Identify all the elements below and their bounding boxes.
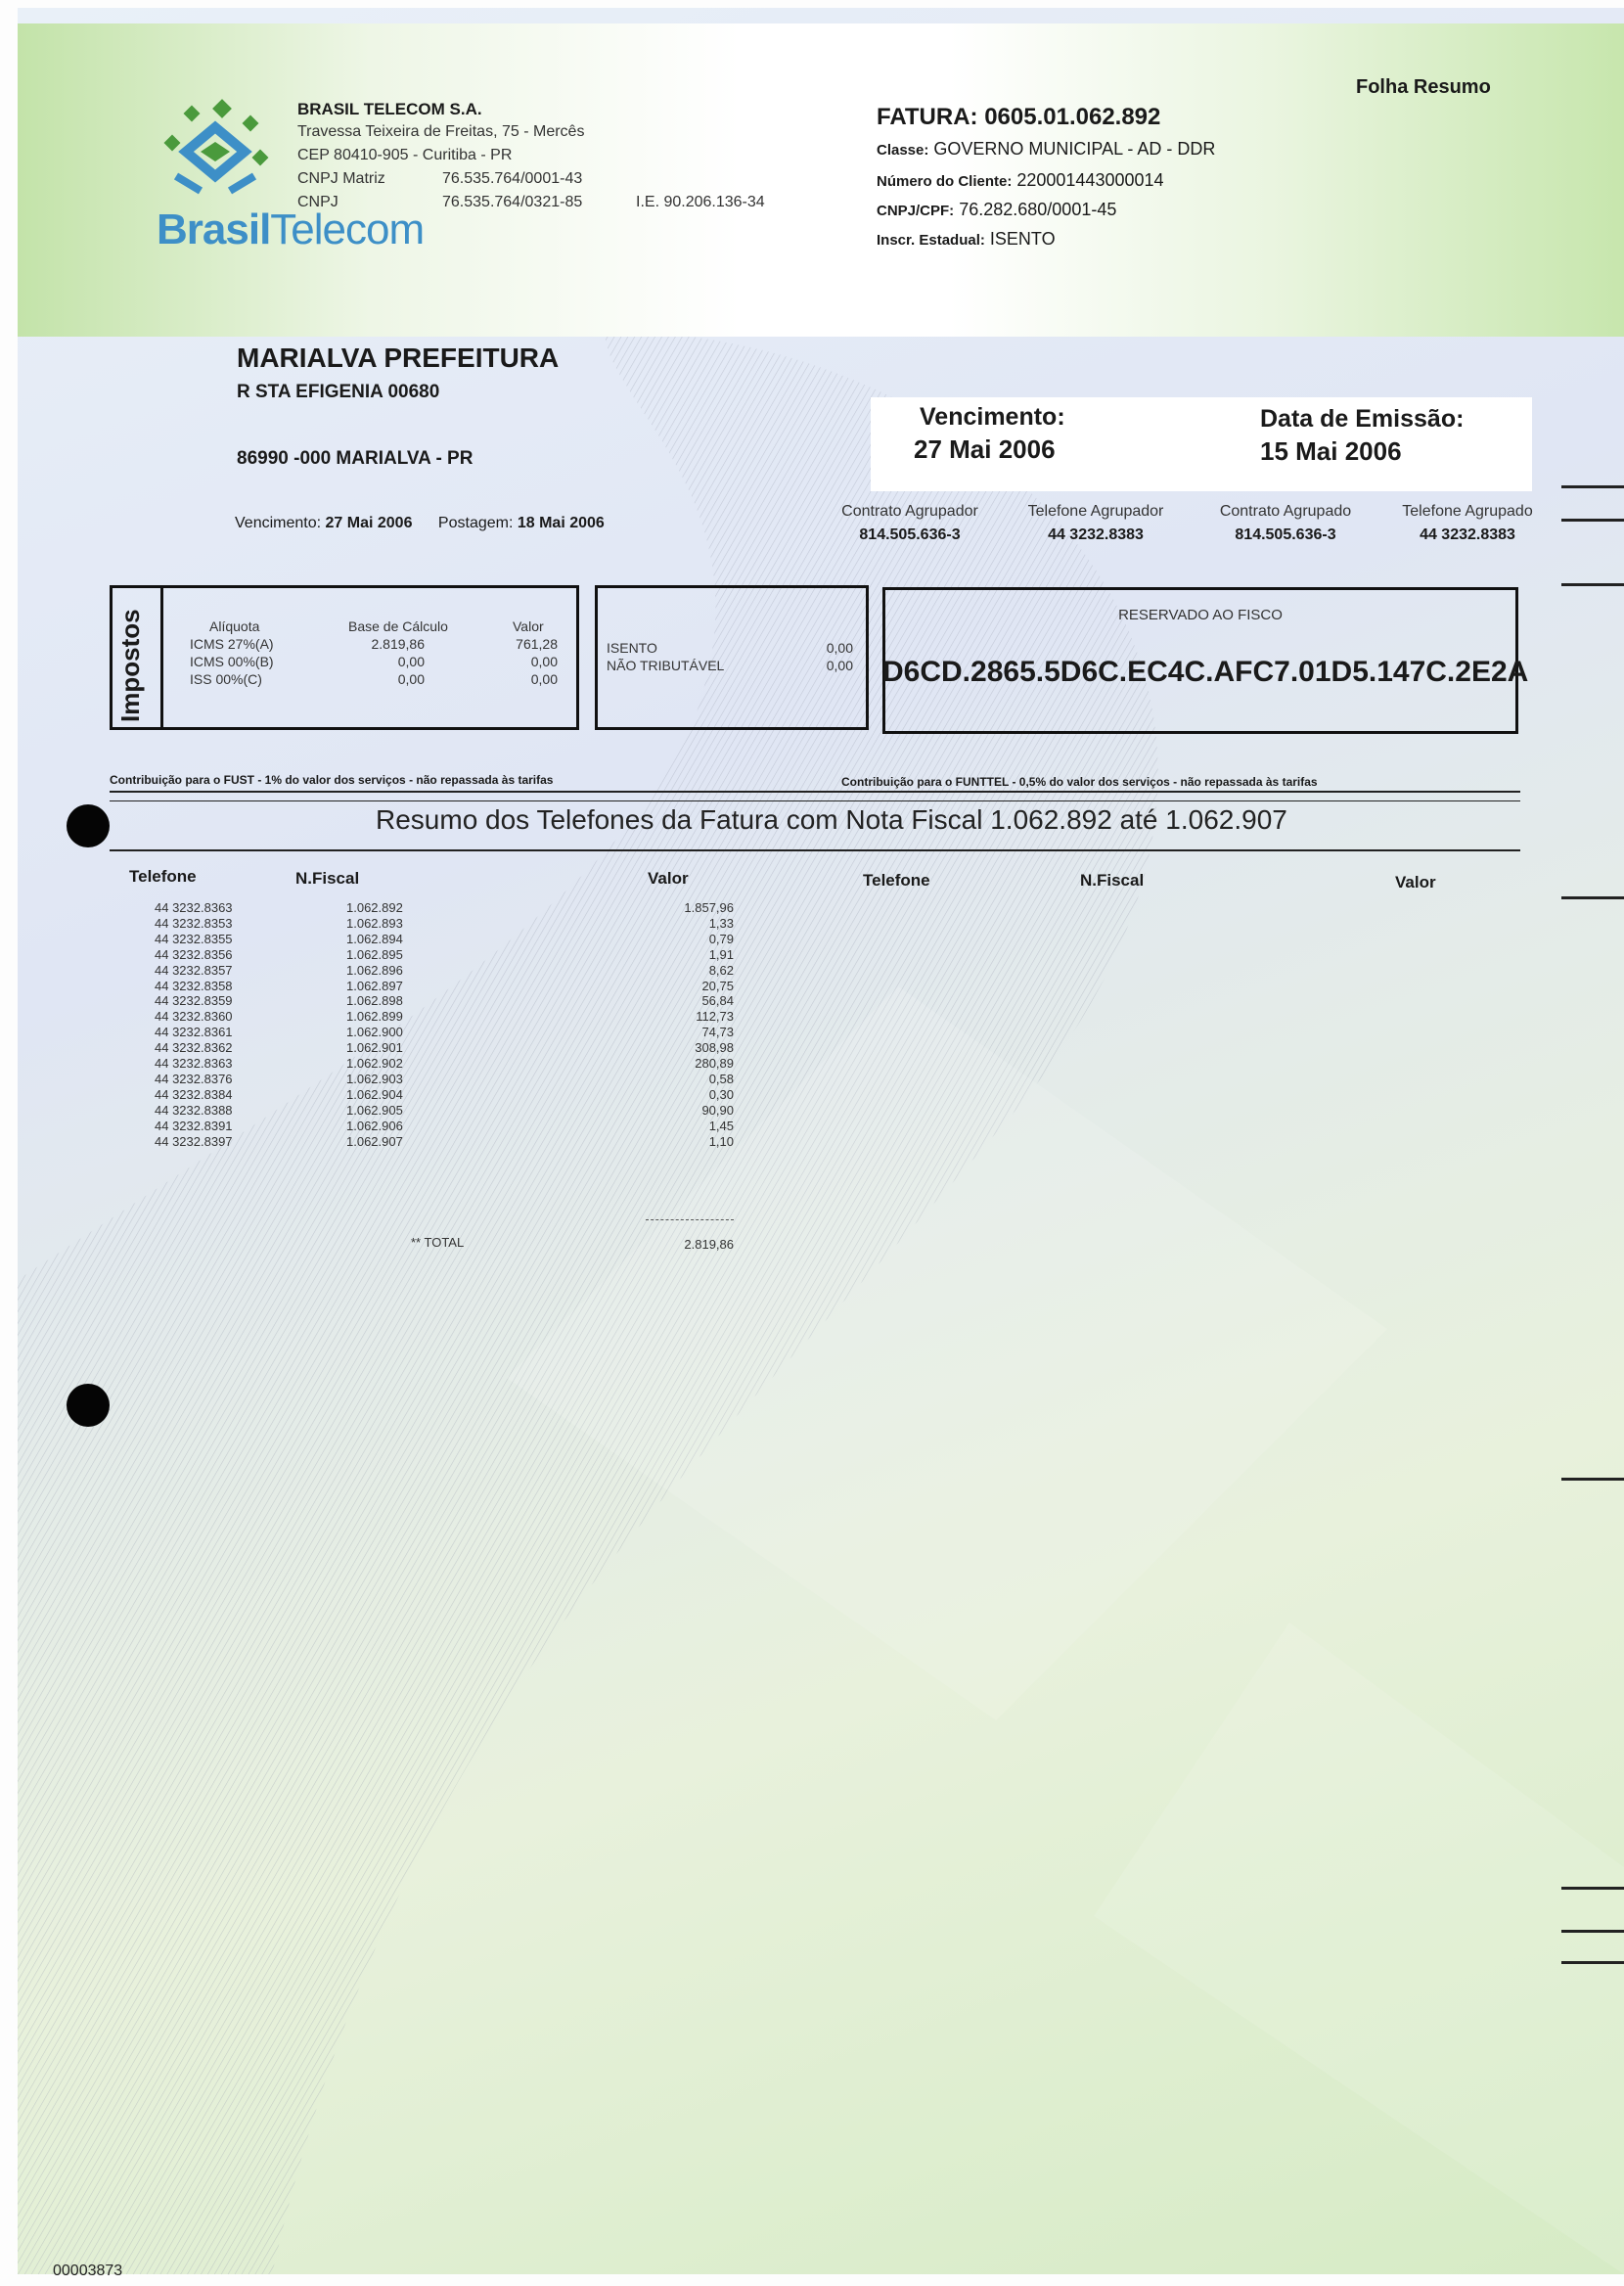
table-row-valor: 56,84 (701, 993, 734, 1009)
brand-light: Telecom (270, 206, 425, 253)
table-row-tel: 44 3232.8353 (155, 915, 233, 931)
table-row-nf: 1.062.892 (346, 900, 403, 915)
cliente-line (877, 170, 1164, 191)
table-row-nf: 1.062.905 (346, 1102, 403, 1118)
tax-row-3-valor: 0,00 (530, 671, 558, 687)
table-row-valor: 1,10 (708, 1133, 734, 1149)
isento-label: ISENTO (607, 640, 657, 656)
total-value: 2.819,86 (684, 1237, 734, 1252)
col-telefone: Telefone (129, 867, 197, 886)
table-row-nf: 1.062.896 (346, 962, 403, 978)
total-label: ** TOTAL (411, 1235, 465, 1250)
punch-hole-bottom (67, 1384, 110, 1427)
table-row-nf: 1.062.903 (346, 1071, 403, 1086)
brand-bold: Brasil (157, 206, 271, 253)
agrupador-label-3: Contrato Agrupado (1219, 503, 1352, 520)
funttel-note: Contribuição para o FUNTTEL - 0,5% do valor dos serviços - não repassada às tarifas (841, 775, 1318, 789)
table-row-nf: 1.062.906 (346, 1118, 403, 1133)
agrupador-value-4: 44 3232.8383 (1420, 526, 1515, 543)
table-row-nf: 1.062.893 (346, 915, 403, 931)
edge-mark (1561, 485, 1624, 488)
col-nfiscal: N.Fiscal (295, 869, 360, 888)
tax-row-2-base: 0,00 (397, 654, 425, 669)
brand-wordmark (157, 206, 424, 254)
table-row-nf: 1.062.904 (346, 1086, 403, 1102)
col-valor-2: Valor (1395, 873, 1436, 892)
document-number: 00003873 (53, 2263, 123, 2279)
inscr-value: ISENTO (989, 229, 1056, 249)
cnpj-matriz-label: CNPJ Matriz (297, 170, 385, 187)
rule-bottom (110, 849, 1520, 851)
table-row-tel: 44 3232.8362 (155, 1040, 233, 1056)
nfiscal-column (346, 900, 403, 1150)
client-city: 86990 -000 MARIALVA - PR (237, 448, 474, 469)
classe-line (877, 139, 1215, 160)
agrupador-value-3: 814.505.636-3 (1235, 526, 1336, 543)
folha-resumo-label: Folha Resumo (1356, 76, 1491, 98)
table-row-nf: 1.062.898 (346, 993, 403, 1009)
tax-row-1-valor: 761,28 (516, 636, 558, 652)
rule-top-2 (110, 800, 1520, 801)
client-street: R STA EFIGENIA 00680 (237, 382, 440, 402)
fisco-code: D6CD.2865.5D6C.EC4C.AFC7.01D5.147C.2E2A (882, 656, 1529, 688)
table-row-nf: 1.062.899 (346, 1009, 403, 1025)
cliente-value: 220001443000014 (1016, 170, 1164, 190)
agrupador-label-1: Contrato Agrupador (841, 503, 978, 520)
table-row-nf: 1.062.907 (346, 1133, 403, 1149)
cnpj-cpf-label: CNPJ/CPF: (877, 203, 955, 219)
venc-line-date: 27 Mai 2006 (325, 515, 413, 531)
table-row-tel: 44 3232.8358 (155, 978, 233, 993)
fatura-number: FATURA: 0605.01.062.892 (877, 104, 1161, 130)
edge-mark (1561, 1961, 1624, 1964)
table-row-nf: 1.062.897 (346, 978, 403, 993)
edge-mark (1561, 1930, 1624, 1933)
edge-mark (1561, 519, 1624, 522)
telefone-column (155, 900, 233, 1150)
aliquota-header: Alíquota (209, 618, 260, 634)
cnpj-label: CNPJ (297, 194, 338, 210)
table-row-nf: 1.062.895 (346, 946, 403, 962)
rule-top (110, 791, 1520, 793)
edge-mark (1561, 896, 1624, 899)
client-name: MARIALVA PREFEITURA (237, 343, 560, 373)
table-row-valor: 8,62 (708, 962, 734, 978)
tax-row-1-base: 2.819,86 (371, 636, 425, 652)
table-row-tel: 44 3232.8376 (155, 1071, 233, 1086)
table-row-nf: 1.062.894 (346, 931, 403, 946)
fust-note: Contribuição para o FUST - 1% do valor dos serviços - não repassada às tarifas (110, 773, 554, 787)
base-header: Base de Cálculo (348, 618, 448, 634)
emissao-label: Data de Emissão: (1260, 405, 1465, 433)
post-date: 18 Mai 2006 (517, 515, 605, 531)
agrupador-value-1: 814.505.636-3 (859, 526, 961, 543)
table-row-nf: 1.062.902 (346, 1056, 403, 1072)
table-row-valor: 0,58 (708, 1071, 734, 1086)
edge-mark (1561, 1887, 1624, 1890)
post-label: Postagem: (437, 515, 514, 531)
table-row-tel: 44 3232.8356 (155, 946, 233, 962)
table-row-tel: 44 3232.8397 (155, 1133, 233, 1149)
company-address-1: Travessa Teixeira de Freitas, 75 - Mercês (297, 123, 585, 140)
classe-value: GOVERNO MUNICIPAL - AD - DDR (933, 139, 1216, 159)
agrupador-label-2: Telefone Agrupador (1027, 503, 1164, 520)
valor-header: Valor (513, 618, 544, 634)
impostos-side-label (115, 683, 146, 722)
table-row-tel: 44 3232.8363 (155, 1056, 233, 1072)
table-row-tel: 44 3232.8357 (155, 962, 233, 978)
agrupador-label-4: Telefone Agrupado (1402, 503, 1533, 520)
table-row-tel: 44 3232.8355 (155, 931, 233, 946)
cnpj-matriz-value: 76.535.764/0001-43 (442, 170, 583, 187)
dates-line (235, 515, 605, 532)
total-separator (646, 1219, 734, 1220)
company-address-2: CEP 80410-905 - Curitiba - PR (297, 147, 513, 163)
brasil-telecom-logo-icon (157, 98, 274, 206)
col-valor: Valor (648, 869, 689, 888)
table-row-tel: 44 3232.8359 (155, 993, 233, 1009)
valor-column (626, 900, 734, 1150)
due-label: Vencimento: (920, 403, 1065, 431)
table-row-tel: 44 3232.8391 (155, 1118, 233, 1133)
table-row-valor: 1,45 (708, 1118, 734, 1133)
summary-title: Resumo dos Telefones da Fatura com Nota Fiscal 1.062.892 até 1.062.907 (376, 804, 1287, 835)
fisco-label: RESERVADO AO FISCO (1118, 607, 1283, 623)
table-row-tel: 44 3232.8360 (155, 1009, 233, 1025)
table-row-valor: 90,90 (701, 1102, 734, 1118)
table-row-valor: 1,91 (708, 946, 734, 962)
table-row-valor: 308,98 (695, 1040, 734, 1056)
nao-tributavel-value: 0,00 (826, 658, 853, 673)
inscricao-estadual: I.E. 90.206.136-34 (636, 194, 765, 210)
inscr-label: Inscr. Estadual: (877, 232, 985, 249)
table-row-valor: 280,89 (695, 1056, 734, 1072)
due-date: 27 Mai 2006 (914, 434, 1056, 464)
cnpj-value: 76.535.764/0321-85 (442, 194, 583, 210)
table-row-nf: 1.062.900 (346, 1025, 403, 1040)
table-row-tel: 44 3232.8361 (155, 1025, 233, 1040)
edge-mark (1561, 583, 1624, 586)
table-row-valor: 20,75 (701, 978, 734, 993)
impostos-divider (160, 585, 163, 730)
table-row-valor: 0,30 (708, 1086, 734, 1102)
emissao-date: 15 Mai 2006 (1260, 436, 1402, 466)
company-name: BRASIL TELECOM S.A. (297, 100, 482, 118)
table-row-tel: 44 3232.8363 (155, 900, 233, 915)
table-row-tel: 44 3232.8388 (155, 1102, 233, 1118)
col-nfiscal-2: N.Fiscal (1080, 871, 1145, 890)
table-row-tel: 44 3232.8384 (155, 1086, 233, 1102)
isento-value: 0,00 (826, 640, 853, 656)
edge-mark (1561, 1478, 1624, 1481)
table-row-nf: 1.062.901 (346, 1040, 403, 1056)
table-row-valor: 74,73 (701, 1025, 734, 1040)
table-row-valor: 1.857,96 (684, 900, 734, 915)
nao-tributavel-label: NÃO TRIBUTÁVEL (607, 658, 725, 673)
cnpj-cpf-line (877, 200, 1116, 220)
cliente-label: Número do Cliente: (877, 173, 1013, 190)
venc-line-label: Vencimento: (235, 515, 322, 531)
table-row-valor: 112,73 (696, 1009, 734, 1025)
col-telefone-2: Telefone (863, 871, 930, 890)
inscr-line (877, 229, 1056, 250)
punch-hole-top (67, 804, 110, 847)
agrupador-value-2: 44 3232.8383 (1048, 526, 1144, 543)
tax-row-3-base: 0,00 (397, 671, 425, 687)
tax-row-2-aliquota: ICMS 00%(B) (190, 654, 274, 669)
tax-row-1-aliquota: ICMS 27%(A) (190, 636, 274, 652)
classe-label: Classe: (877, 142, 929, 159)
tax-row-2-valor: 0,00 (530, 654, 558, 669)
table-row-valor: 0,79 (708, 931, 734, 946)
table-row-valor: 1,33 (708, 915, 734, 931)
tax-row-3-aliquota: ISS 00%(C) (190, 671, 262, 687)
cnpj-cpf-value: 76.282.680/0001-45 (959, 200, 1117, 219)
